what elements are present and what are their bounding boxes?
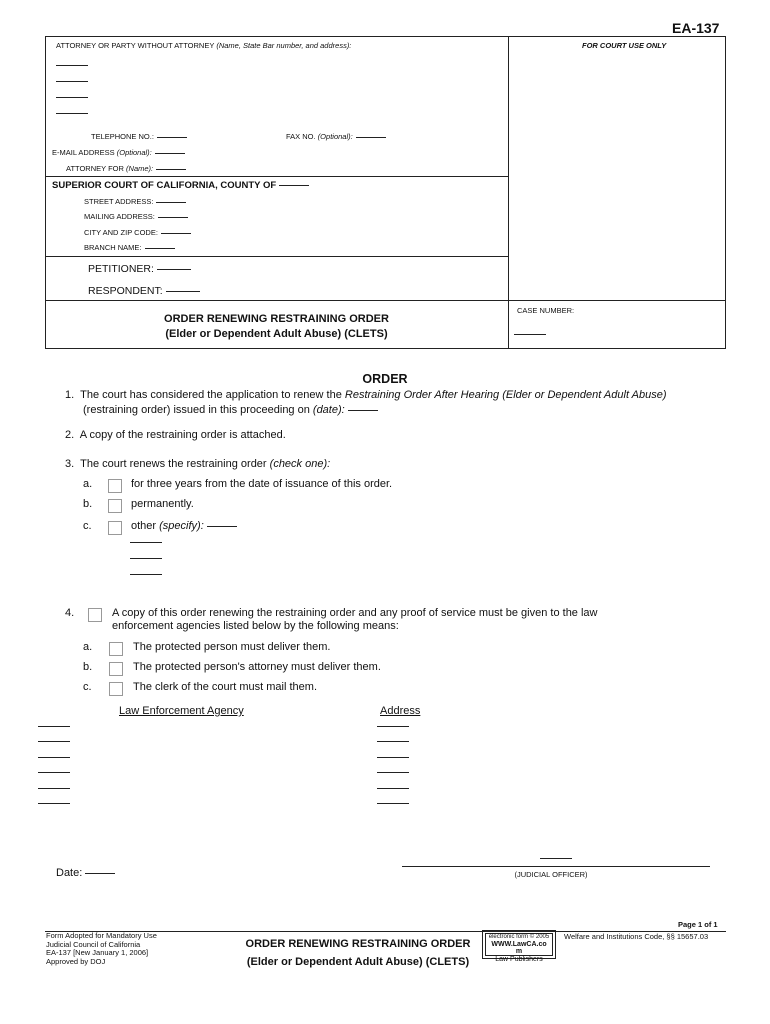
adopted-block: Form Adopted for Mandatory Use Judicial Council of California EA-137 [New January 1, 2006] Approved by DOJ bbox=[46, 931, 157, 966]
address-line[interactable] bbox=[377, 757, 409, 758]
attorney-line-2[interactable] bbox=[56, 81, 88, 82]
attorney-label: ATTORNEY OR PARTY WITHOUT ATTORNEY (Name, State Bar number, and address): bbox=[56, 41, 352, 50]
attorney-line-3[interactable] bbox=[56, 97, 88, 98]
form-number: EA-137 bbox=[672, 20, 720, 36]
item-1: 1. The court has considered the application to renew the Restraining Order After Hearing (Elder or Dependent Adult Abuse) bbox=[65, 389, 667, 401]
code-reference: Welfare and Institutions Code, §§ 15657.03 bbox=[564, 932, 709, 941]
footer-title-1: ORDER RENEWING RESTRAINING ORDER bbox=[245, 938, 471, 950]
agency-header: Law Enforcement Agency bbox=[119, 705, 244, 717]
branch-name-field[interactable]: BRANCH NAME: bbox=[84, 243, 175, 252]
court-use-only: FOR COURT USE ONLY bbox=[582, 41, 667, 50]
order-heading: ORDER bbox=[362, 372, 408, 386]
attorney-for-field[interactable]: ATTORNEY FOR (Name): bbox=[66, 164, 186, 173]
publisher-stamp: electronic form © 2005 WWW.LawCA.co m bbox=[482, 930, 556, 959]
respondent-field[interactable]: RESPONDENT: bbox=[88, 285, 200, 297]
email-field[interactable]: E-MAIL ADDRESS (Optional): bbox=[52, 148, 185, 157]
signature-line[interactable] bbox=[402, 866, 710, 867]
item-3a-text: for three years from the date of issuance of this order. bbox=[131, 478, 393, 490]
fax-field[interactable]: FAX NO. (Optional): bbox=[286, 132, 386, 141]
item-2: 2. A copy of the restraining order is attached. bbox=[65, 429, 286, 441]
date-field[interactable]: Date: bbox=[56, 867, 115, 879]
page-number: Page 1 of 1 bbox=[678, 920, 718, 929]
item-3c-text[interactable]: other (specify): bbox=[131, 520, 237, 532]
item-4c-text: The clerk of the court must mail them. bbox=[133, 681, 318, 693]
agency-line[interactable] bbox=[38, 757, 70, 758]
mailing-address-field[interactable]: MAILING ADDRESS: bbox=[84, 212, 188, 221]
item-4b: b. bbox=[83, 661, 93, 673]
other-specify-line-2[interactable] bbox=[130, 558, 162, 559]
petitioner-field[interactable]: PETITIONER: bbox=[88, 263, 191, 275]
attorney-line-4[interactable] bbox=[56, 113, 88, 114]
judicial-officer-name[interactable] bbox=[540, 858, 572, 859]
caption-title-1: ORDER RENEWING RESTRAINING ORDER bbox=[164, 313, 389, 325]
item-4-line-2: enforcement agencies listed below by the following means: bbox=[112, 620, 399, 632]
item-3c-checkbox[interactable] bbox=[108, 519, 122, 537]
item-4a: a. bbox=[83, 641, 93, 653]
agency-line[interactable] bbox=[38, 726, 70, 727]
item-4c-checkbox[interactable] bbox=[109, 680, 123, 698]
agency-line[interactable] bbox=[38, 788, 70, 789]
attorney-line-1[interactable] bbox=[56, 65, 88, 66]
item-4-checkbox[interactable] bbox=[88, 606, 102, 624]
caption-box bbox=[45, 36, 726, 349]
caption-title-2: (Elder or Dependent Adult Abuse) (CLETS) bbox=[165, 328, 388, 340]
address-line[interactable] bbox=[377, 741, 409, 742]
item-3b: b. bbox=[83, 498, 93, 510]
item-4b-checkbox[interactable] bbox=[109, 660, 123, 678]
case-number-field[interactable] bbox=[514, 334, 546, 335]
city-zip-field[interactable]: CITY AND ZIP CODE: bbox=[84, 228, 191, 237]
item-4-number: 4. bbox=[65, 607, 75, 619]
item-3a-checkbox[interactable] bbox=[108, 477, 122, 495]
item-4a-text: The protected person must deliver them. bbox=[133, 641, 331, 653]
street-address-field[interactable]: STREET ADDRESS: bbox=[84, 197, 186, 206]
footer-title-2: (Elder or Dependent Adult Abuse) (CLETS) bbox=[246, 956, 470, 968]
address-line[interactable] bbox=[377, 788, 409, 789]
other-specify-line-1[interactable] bbox=[130, 542, 162, 543]
item-4a-checkbox[interactable] bbox=[109, 640, 123, 658]
agency-line[interactable] bbox=[38, 741, 70, 742]
address-line[interactable] bbox=[377, 772, 409, 773]
item-4c: c. bbox=[83, 681, 92, 693]
publisher-name: Law Publishers bbox=[495, 956, 543, 963]
item-1-date-line[interactable]: (restraining order) issued in this proceeding on (date): bbox=[83, 404, 378, 416]
item-3b-checkbox[interactable] bbox=[108, 497, 122, 515]
item-3a: a. bbox=[83, 478, 93, 490]
other-specify-line-3[interactable] bbox=[130, 574, 162, 575]
item-3b-text: permanently. bbox=[131, 498, 194, 510]
court-title[interactable]: SUPERIOR COURT OF CALIFORNIA, COUNTY OF bbox=[52, 180, 309, 191]
item-3: 3. The court renews the restraining order (check one): bbox=[65, 458, 331, 470]
address-header: Address bbox=[380, 705, 421, 717]
case-number-label: CASE NUMBER: bbox=[517, 306, 575, 315]
item-3c: c. bbox=[83, 520, 92, 532]
agency-line[interactable] bbox=[38, 772, 70, 773]
item-4b-text: The protected person's attorney must deliver them. bbox=[133, 661, 381, 673]
telephone-field[interactable]: TELEPHONE NO.: bbox=[91, 132, 187, 141]
item-4-line-1: A copy of this order renewing the restraining order and any proof of service must be given to the law bbox=[112, 607, 598, 619]
address-line[interactable] bbox=[377, 803, 409, 804]
address-line[interactable] bbox=[377, 726, 409, 727]
judicial-officer-label: (JUDICIAL OFFICER) bbox=[514, 870, 588, 879]
agency-line[interactable] bbox=[38, 803, 70, 804]
